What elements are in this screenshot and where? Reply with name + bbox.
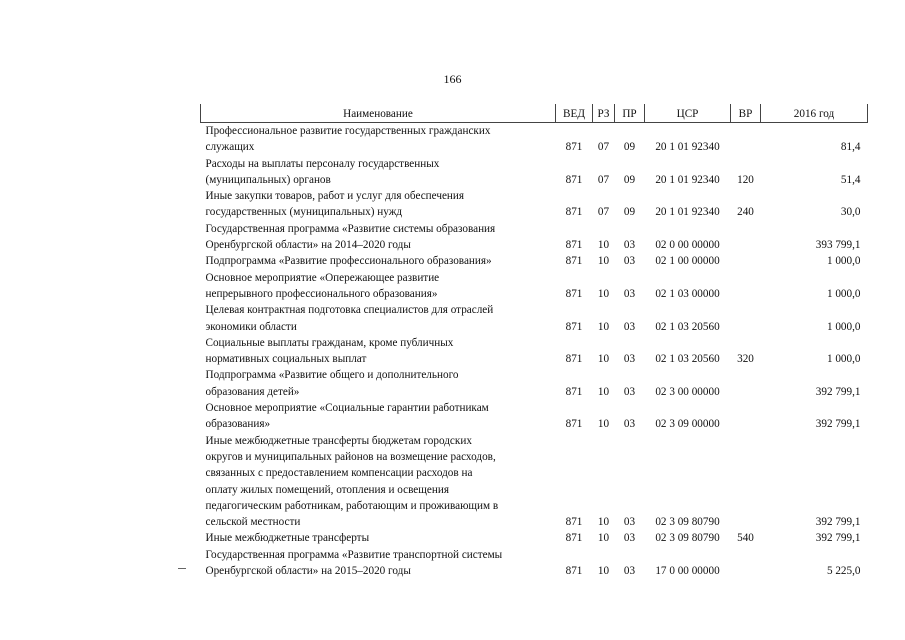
row-name-line: Иные межбюджетные трансферты бюджетам городских: [205, 434, 472, 447]
row-ved: 871: [565, 173, 583, 186]
row-name: [201, 335, 556, 368]
row-name-line: связанных с предоставлением компенсации расходов на: [205, 467, 473, 480]
row-ved: 871: [565, 255, 583, 268]
row-amount: 393 799,1: [815, 239, 861, 252]
row-csr: 02 1 03 20560: [655, 353, 720, 366]
row-ved: 871: [565, 516, 583, 529]
row-name-line: педагогическим работникам, работающим и проживающим в: [205, 499, 499, 512]
row-ved: 871: [565, 287, 583, 300]
row-name-line: округов и муниципальных районов на возмещение расходов,: [205, 450, 496, 463]
row-name: [201, 400, 556, 433]
row-pr: 03: [623, 255, 636, 268]
row-name-line: Целевая контрактная подготовка специалистов для отраслей: [205, 304, 494, 317]
table-row: [201, 270, 868, 303]
table-row: [201, 367, 868, 400]
header-rz: РЗ: [593, 104, 615, 123]
row-amount: 1 000,0: [826, 353, 861, 366]
row-vr: [731, 302, 761, 335]
header-vr: ВР: [731, 104, 761, 123]
row-name-line: экономики области: [205, 320, 297, 333]
header-csr: ЦСР: [645, 104, 731, 123]
row-ved: 871: [565, 385, 583, 398]
row-rz: 10: [597, 532, 610, 545]
row-rz: 10: [597, 385, 610, 398]
header-name: Наименование: [201, 104, 556, 123]
page-number: 166: [443, 72, 462, 86]
header-amount: 2016 год: [761, 104, 868, 123]
table-row: [201, 433, 868, 531]
row-rz: 10: [597, 320, 610, 333]
row-pr: 03: [623, 239, 636, 252]
row-name-line: Иные межбюджетные трансферты: [205, 532, 370, 545]
row-rz: 10: [597, 516, 610, 529]
row-pr: 03: [623, 320, 636, 333]
row-rz: 10: [597, 353, 610, 366]
row-pr: 03: [623, 516, 636, 529]
row-pr: 03: [623, 418, 636, 431]
row-rz: 07: [597, 141, 610, 154]
row-name: [201, 221, 556, 254]
header-pr: ПР: [615, 104, 645, 123]
row-amount: 30,0: [840, 206, 861, 219]
row-name-line: Государственная программа «Развитие системы образования: [205, 222, 496, 235]
row-vr: [731, 547, 761, 580]
row-amount: 392 799,1: [815, 516, 861, 529]
row-name-line: Иные закупки товаров, работ и услуг для обеспечения: [205, 190, 465, 203]
row-ved: 871: [565, 565, 583, 578]
table-row: [201, 156, 868, 189]
row-name-line: оплату жилых помещений, отопления и освещения: [205, 483, 449, 496]
row-amount: 1 000,0: [826, 287, 861, 300]
row-vr: [731, 123, 761, 156]
row-name: [201, 156, 556, 189]
row-vr: [731, 433, 761, 531]
row-name-line: Социальные выплаты гражданам, кроме публичных: [205, 336, 454, 349]
table-row: [201, 302, 868, 335]
row-amount: 51,4: [840, 173, 861, 186]
row-ved: 871: [565, 418, 583, 431]
row-csr: 20 1 01 92340: [655, 173, 720, 186]
row-pr: 03: [623, 565, 636, 578]
row-name-line: Расходы на выплаты персоналу государственных: [205, 157, 440, 170]
row-csr: 17 0 00 00000: [655, 565, 720, 578]
row-name-line: Подпрограмма «Развитие общего и дополнительного: [205, 369, 459, 382]
row-name-line: нормативных социальных выплат: [205, 353, 367, 366]
row-name: [201, 270, 556, 303]
table-header-row: [201, 104, 868, 123]
row-csr: 02 1 03 00000: [655, 287, 720, 300]
row-vr: [731, 221, 761, 254]
row-vr: [731, 367, 761, 400]
row-name: [201, 547, 556, 580]
row-name-line: Государственная программа «Развитие транспортной системы: [205, 548, 503, 561]
row-pr: 03: [623, 287, 636, 300]
row-csr: 02 1 00 00000: [655, 255, 720, 268]
row-amount: 1 000,0: [826, 320, 861, 333]
row-vr: 320: [737, 353, 754, 366]
row-ved: 871: [565, 141, 583, 154]
row-pr: 09: [623, 206, 636, 219]
row-vr: [731, 400, 761, 433]
table-row: [201, 335, 868, 368]
row-name: [201, 367, 556, 400]
row-name-line: (муниципальных) органов: [205, 173, 331, 186]
row-csr: 02 3 09 00000: [655, 418, 720, 431]
row-name-line: сельской местности: [205, 516, 301, 529]
row-name-line: непрерывного профессионального образования»: [205, 287, 438, 300]
row-pr: 03: [623, 385, 636, 398]
row-vr: 240: [737, 206, 754, 219]
table-row: [201, 547, 868, 580]
row-name-line: Оренбургской области» на 2014–2020 годы: [205, 239, 411, 252]
row-rz: 10: [597, 239, 610, 252]
row-name-line: образования детей»: [205, 385, 300, 398]
row-amount: 392 799,1: [815, 418, 861, 431]
row-csr: 20 1 01 92340: [655, 141, 720, 154]
row-ved: 871: [565, 353, 583, 366]
row-pr: 09: [623, 141, 636, 154]
row-vr: [731, 270, 761, 303]
row-name: [201, 433, 556, 531]
row-name-line: Основное мероприятие «Опережающее развитие: [205, 271, 440, 284]
row-vr: 120: [737, 173, 754, 186]
header-ved: ВЕД: [556, 104, 593, 123]
row-name-line: государственных (муниципальных) нужд: [205, 206, 403, 219]
row-name: [201, 253, 556, 269]
row-name: [201, 188, 556, 221]
row-vr: [731, 253, 761, 269]
row-csr: 20 1 01 92340: [655, 206, 720, 219]
row-amount: 392 799,1: [815, 532, 861, 545]
budget-table: [200, 104, 868, 579]
row-amount: 392 799,1: [815, 385, 861, 398]
row-name-line: Оренбургской области» на 2015–2020 годы: [205, 565, 411, 578]
row-name-line: Основное мероприятие «Социальные гарантии работникам: [205, 402, 489, 415]
margin-mark: [178, 568, 186, 569]
row-rz: 10: [597, 565, 610, 578]
row-name: [201, 530, 556, 546]
row-ved: 871: [565, 239, 583, 252]
row-amount: 1 000,0: [826, 255, 861, 268]
row-ved: 871: [565, 320, 583, 333]
row-name: [201, 123, 556, 156]
row-rz: 07: [597, 173, 610, 186]
table-row: [201, 221, 868, 254]
row-name-line: Подпрограмма «Развитие профессионального образования»: [205, 255, 492, 268]
table-row: [201, 253, 868, 269]
row-pr: 03: [623, 532, 636, 545]
row-rz: 10: [597, 255, 610, 268]
row-name-line: образования»: [205, 418, 271, 431]
row-amount: 81,4: [840, 141, 861, 154]
table-row: [201, 188, 868, 221]
row-csr: 02 1 03 20560: [655, 320, 720, 333]
table-row: [201, 400, 868, 433]
row-vr: 540: [737, 532, 754, 545]
row-pr: 03: [623, 353, 636, 366]
row-amount: 5 225,0: [826, 565, 861, 578]
table-row: [201, 123, 868, 156]
row-csr: 02 0 00 00000: [655, 239, 720, 252]
row-pr: 09: [623, 173, 636, 186]
row-name: [201, 302, 556, 335]
row-csr: 02 3 09 80790: [655, 516, 720, 529]
row-rz: 07: [597, 206, 610, 219]
row-rz: 10: [597, 418, 610, 431]
row-ved: 871: [565, 532, 583, 545]
row-name-line: служащих: [205, 141, 255, 154]
row-csr: 02 3 09 80790: [655, 532, 720, 545]
table-row: [201, 530, 868, 546]
row-name-line: Профессиональное развитие государственных гражданских: [205, 125, 491, 137]
row-rz: 10: [597, 287, 610, 300]
table-body: [201, 123, 868, 580]
row-csr: 02 3 00 00000: [655, 385, 720, 398]
row-ved: 871: [565, 206, 583, 219]
